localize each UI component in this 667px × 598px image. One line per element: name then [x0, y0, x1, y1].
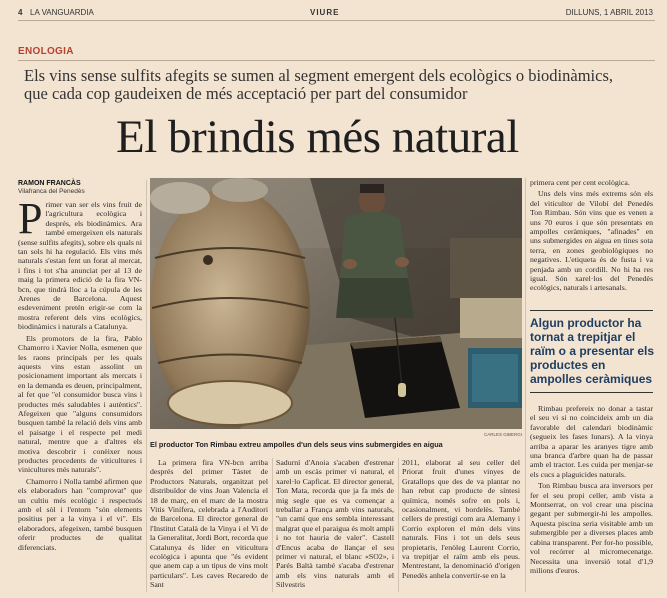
- paragraph: 2011, elaborat al seu celler del Priorat fruit d'unes vinyes de Gratallops que des de va plantar no han rebut cap producte de síntesi química, només sofre en pols i, ocasionalment, vi bordelès. També cellers de prestigi com ara Alemany i Corrio exploren el món dels vins naturals. Fins i tot un dels seus propietaris, l'enòleg Laurent Corrio, va trepitjar el raïm amb els peus. Mentrestant, la denominació d'origen Penedès anhela convertir-se en la: [402, 458, 520, 580]
- pullquote: Algun productor ha tornat a trepitjar el raïm o a presentar els productes en ampolles ceràmiques: [530, 316, 655, 386]
- article-column-3: [276, 458, 394, 596]
- article-column-5-top: [530, 178, 653, 304]
- paragraph: Els promotors de la fira, Pablo Chamorro i Xavier Nolla, esmenen que les raons principals per les quals aquests vins estan assolint un posicionament important als mercats i en la demanda es deuen, principalment, al fet que "el consumidor busca vins i productes més saludables i autèntics". Afegeixen que "alguns consumidors busquen també la relació dels vins amb el paisatge i el respecte pel medi natural, mentre que a d'altres els motiva descobrir i conèixer nous productes procedents de viticultures i vinicultures més naturals".: [18, 333, 142, 475]
- paragraph: Rimbau prefereix no donar a tastar el seu vi si no coincideix amb un dia favorable del calendari biodinàmic (segueix les fases lunars). A la vinya arriba a aparar les aranyes tigre amb una branca d'arbre quan ha de passar amb el tractor. Les cuida per menjar-se els cucs a plaguicides naturals.: [530, 404, 653, 479]
- paragraph: La primera fira VN-bcn arriba després del primer Tàstet de Productors Naturals, organitzat pel distribuïdor de vins Joan Valencia el 18 de març, en el marc de la mostra Vitis Vinífera, celebrada a l'Auditori de Barcelona. El director general de l'Institut Català de la Vinya i el Vi de la Generalitat, Jordi Bort, recorda que Catalunya és líder en viticultura ecològica i apunta que "és evident que anem cap a un tipus de vins molt particulars". Les caves Recaredo de Sant: [150, 458, 268, 590]
- byline: RAMON FRANCÀS: [18, 180, 81, 187]
- article-column-2: [150, 458, 268, 596]
- pullquote-rule-top: [530, 310, 653, 311]
- article-column-4: [402, 458, 520, 596]
- dateline: Vilafranca del Penedès: [18, 188, 85, 195]
- column-divider: [146, 180, 147, 592]
- page-date: DILLUNS, 1 ABRIL 2013: [565, 8, 653, 17]
- page-number: 4: [18, 8, 23, 17]
- paragraph: primera cent per cent ecològica.: [530, 178, 630, 187]
- section-label: ENOLOGIA: [18, 46, 74, 57]
- headline: El brindis més natural: [116, 111, 519, 163]
- cellar-photo-illustration: [150, 178, 522, 429]
- drop-cap: P: [18, 200, 43, 243]
- article-photo: [150, 178, 522, 429]
- pullquote-rule-bottom: [530, 392, 653, 393]
- paragraph: Uns dels vins més extrems són els del viticultor de Vilobí del Penedès Ton Rimbau. Són vins que es venen a uns 70 euros i que són presentats en ampolles ceràmiques, "afinades" en uns submergides en aigua en tines sota terra, en zones geobiològiques no negatives. L'etiqueta és de fusta i va penjada amb un cordill. No hi ha res igual. Són xarel·los del Penedès ecològics, naturals i artesanals.: [530, 189, 653, 293]
- column-divider: [398, 458, 399, 592]
- photo-caption: El productor Ton Rimbau extreu ampolles d'un dels seus vins submergides en aigua: [150, 440, 443, 449]
- photo-credit: CARLES GIBERGI: [484, 432, 523, 437]
- paragraph: Ton Rimbau busca ara inversors per fer el seu propi celler, amb vista a Montserrat, on vol crear una piscina gegant per submergir-hi les ampolles. Aquesta piscina seria visitable amb un submergible per a diverses places amb cabina transparent. Per for-ho possible, vol recórrer al micromecenatge. Necessita una inversió total d'1,9 milions d'euros.: [530, 481, 653, 575]
- subheadline: Els vins sense sulfits afegits se sumen al segment emergent dels ecològics o biodinàmics, que cada cop gaudeixen de més acceptació per part del consumidor: [24, 66, 613, 103]
- section-name: VIURE: [310, 8, 340, 17]
- column-divider: [272, 458, 273, 592]
- paragraph: rimer van ser els vins fruit de l'agricultura ecològica i després, els biodinàmics. Ara també emergeixen els naturals (sense sulfits afegits), sobre els quals ni tan sols hi ha regulació. Els vins més naturals s'estan fent un forat al mercat, i fins i tot s'ha anunciat per al 13 de maig la primera edició de la fira VN-bcn, que tindrà lloc a la cúpula de les Arenes de Barcelona. Aquest esdeveniment pretén erigir-se com la mostra referent dels vins ecològics, biodinàmics i naturals a Catalunya.: [18, 200, 142, 332]
- column-divider: [525, 178, 526, 592]
- paragraph: Chamorro i Nolla també afirmen que els elaboradors han "comprovat" que un cultiu més ecològic i respectuós amb el sòl i l'entorn "són elements positius per a la vinya i el vi". Els elaboradors, afegeixen, també busquen oferir productes de qualitat diferenciats.: [18, 476, 142, 552]
- paragraph: Sadurní d'Anoia s'acaben d'estrenar amb un escàs primer vi natural, el xarel·lo Capficat. El director general, Ton Mata, recorda que ja fa més de mig segle que es va començar a treballar a França amb vins naturals, "un camí que ens sembla interessant malgrat que el paraigua és molt ampli i no tot hauria de valer". Castell d'Encus acaba de llançar el seu primer vi natural, el blanc «SO2», i Parés Baltà també s'acaba d'estrenar amb els vins naturals amb el Silvestris: [276, 458, 394, 590]
- article-column-5-bottom: [530, 404, 653, 594]
- paper-name: LA VANGUARDIA: [30, 8, 94, 17]
- section-rule: [18, 60, 655, 61]
- header-rule: [18, 20, 655, 21]
- article-column-1: [18, 200, 142, 595]
